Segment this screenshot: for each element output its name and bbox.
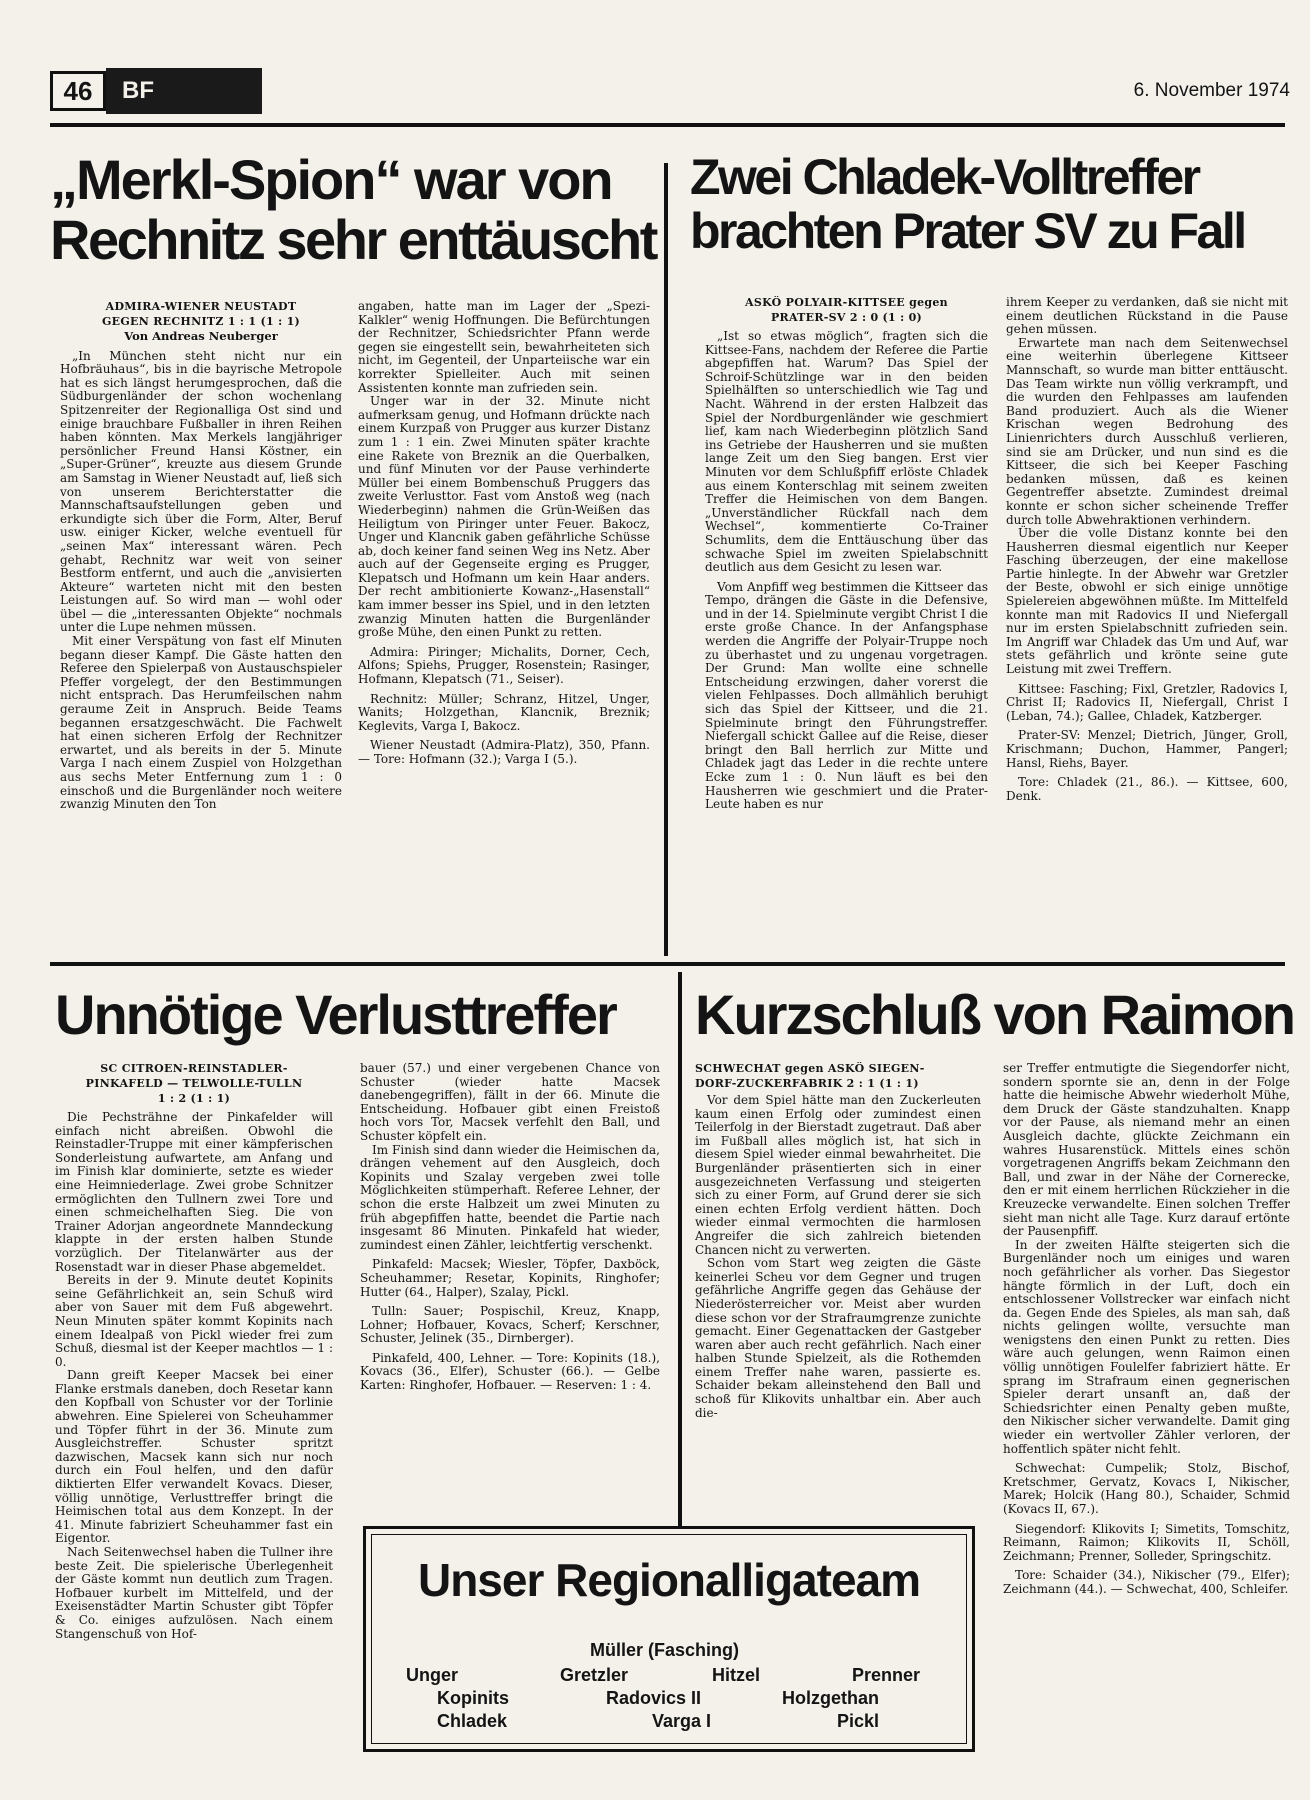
article-column — [705, 296, 988, 946]
lineup: Schwechat: Cumpelik; Stolz, Bischof, Kretschmer, Gervatz, Kovacs I, Nikischer, Marek; Holcik (Hang 80.), Schaider, Schmid (Kovacs II, 67.). — [1003, 1461, 1290, 1516]
match-info: Tore: Chladek (21., 86.). — Kittsee, 600, Denk. — [1006, 775, 1288, 803]
article-chladek-volltreffer — [690, 150, 1290, 950]
match-info: Tore: Schaider (34.), Nikischer (79., Elfer); Zeichmann (44.). — Schwechat, 400, Schleifer. — [1003, 1568, 1290, 1596]
headline-line: Rechnitz sehr enttäuscht — [50, 208, 656, 272]
section-label: BF — [106, 68, 262, 114]
article-column — [60, 300, 342, 946]
article-column — [1006, 296, 1288, 946]
subhead: 1 : 2 (1 : 1) — [157, 1092, 231, 1105]
paragraph: „In München steht nicht nur ein Hofbräuhaus“, bis in die bayrische Metropole hat es sich längst herumgesprochen, daß die Südburgenländer der schon wochenlang Spitzenreiter der Regionalliga Ost sind und einige brauchbare Fußballer in ihren Reihen haben könnten. Max Merkels langjähriger persönlicher Freund Hansi Köstner, ein „Super-Grüner“, kreuzte aus diesem Grunde am Samstag in Wiener Neustadt auf, ließ sich von unserem Berichterstatter die Mannschaftsaufstellungen geben und erkundigte sich über die Form, Alter, Beruf usw. einiger Kicker, welche eventuell für „seinen Max“ interessant wären. Pech gehabt, Rechnitz war weit von seiner Bestform entfernt, und auch die „anvisierten Akteure“ warteten nicht mit den besten Leistungen auf. So wird man — wohl oder übel — die „interessanten Objekte“ nochmals unter die Lupe nehmen müssen. — [60, 348, 342, 635]
subhead: GEGEN RECHNITZ 1 : 1 (1 : 1) — [101, 315, 301, 328]
team-box-inner — [371, 1534, 967, 1744]
paragraph: Die Pechsträhne der Pinkafelder will einfach nicht abreißen. Obwohl die Reinstadler-Truppe mit einer kämpferischen Sonderleistung aufwartete, am Anfang und im Finish klar dominierte, setzte es wieder eine Heimniederlage. Zwei grobe Schnitzer ermöglichten den Tullnern zwei Tore und einen schmeichelhaften Sieg. Die von Trainer Adorjan angeordnete Manndeckung klappte in der ersten halben Stunde vorzüglich. Der Titelanwärter aus der Rosenstadt war in dieser Phase abgemeldet. — [55, 1110, 333, 1274]
lineup: Admira: Piringer; Michalits, Dorner, Cech, Alfons; Spiehs, Prugger, Rosenstein; Rasinger, Hofmann, Klepatsch (71., Seiser). — [358, 644, 650, 687]
lineup: Rechnitz: Müller; Schranz, Hitzel, Unger, Wanits; Holzgethan, Klancnik, Breznik; Keglevits, Varga I, Bakocz. — [358, 691, 650, 733]
paragraph: bauer (57.) und einer vergebenen Chance von Schuster (wieder hatte Macsek danebengegriffen), fällt in der 66. Minute die Entscheidung. Hofbauer gibt einen Freistoß hoch vors Tor, Macsek verfehlt den Ball, und Schuster köpfelt ein. — [360, 1062, 660, 1143]
article-column — [1003, 1062, 1290, 1750]
lineup: Pinkafeld: Macsek; Wiesler, Töpfer, Daxböck, Scheuhammer; Resetar, Kopinits, Ringhofer; Hutter (64., Halper), Szalay, Pickl. — [360, 1257, 660, 1299]
goalkeeper: Müller (Fasching) — [590, 1640, 740, 1660]
article-column — [358, 300, 650, 946]
team-box — [363, 1526, 975, 1752]
paragraph: Schon vom Start weg zeigten die Gäste keinerlei Scheu vor dem Gegner und trugen gefährliche Angriffe gegen das Gehäuse der Niederösterreicher vor. Meist aber wurden diese schon vor der Strafraumgrenze zunichte gemacht. Einer Gegenattacken der Gastgeber waren aber auch recht gefährlich. Nach einer halben Stunde Spielzeit, als die Rothemden einem Treffer nahe waren, passierte es. Schaider bekam alleinstehend den Ball und schoß für Klikovits unhaltbar ein. Aber auch die- — [695, 1256, 981, 1420]
team-box-title: Unser Regionalligateam — [417, 1554, 921, 1606]
top-rule — [50, 123, 1285, 127]
lineup: Kittsee: Fasching; Fixl, Gretzler, Radovics I, Christ II; Radovics II, Niefergall, Christ I (Leban, 74.); Gallee, Chladek, Katzberger. — [1006, 681, 1288, 723]
article-column — [360, 1062, 660, 1517]
paragraph: Über die volle Distanz konnte bei den Hausherren diesmal eigentlich nur Keeper Fasching überzeugen, der eine makellose Partie hinlegte. In der Abwehr war Gretzler der Beste, obwohl er sich einige unnötige Spielereien abgewöhnen müßte. Im Mittelfeld konnte man mit Radovics II und Niefergall nur im ersten Spielabschnitt zufrieden sein. Im Angriff war Chladek das Um und Auf, war stets gefährlich und krönte seine gute Leistung mit zwei Treffern. — [1006, 526, 1288, 677]
headline-line: Unnötige Verlusttreffer — [55, 983, 616, 1046]
paragraph: Nach Seitenwechsel haben die Tullner ihre beste Zeit. Die spielerische Überlegenheit der Gäste kommt nun deutlich zum Tragen. Hofbauer kurbelt im Mittelfeld, und der Exeisenstädter Martin Schuster gibt Töpfer & Co. einiges aufzulösen. Nach einem Stangenschuß von Hof- — [55, 1545, 333, 1641]
paragraph: ser Treffer entmutigte die Siegendorfer nicht, sondern spornte sie an, denn in der Folge hatte die heimische Abwehr wiederholt Mühe, dem Druck der Gäste standzuhalten. Knapp vor der Pause, als niemand mehr an einen Ausgleich dachte, glückte Zeichmann ein wahres Husarenstück. Mittels eines schön vorgetragenen Angriffs bekam Zeichmann den Ball, und zwar in der Nähe der Cornerecke, den er mit einem herrlichen Rückzieher in die Kreuzecke verwandelte. Einen solchen Treffer sieht man nicht alle Tage. Kurz darauf ertönte der Pausenpfiff. — [1003, 1062, 1290, 1239]
page-number: 46 — [50, 71, 106, 111]
player-name: Unger — [406, 1665, 459, 1685]
paragraph: „Ist so etwas möglich“, fragten sich die Kittsee-Fans, nachdem der Referee die Partie abgepfiffen hat. Warum? Das Spiel der Schroif-Schützlinge war in den beiden Spielhälften so unterschiedlich wie Tag und Nacht. Während in der ersten Halbzeit das Spiel der Nordburgenländer wie geschmiert lief, kam nach Wiederbeginn plötzlich Sand ins Getriebe der Hausherren und sie mußten lange Zeit um den Sieg bangen. Erst vier Minuten vor dem Schlußpfiff erlöste Chladek aus einem Konterschlag mit seinem zweiten Treffer die Heimischen von dem Bangen. „Unverständlicher Rückfall nach dem Wechsel“, kommentierte Co-Trainer Schumlits, dem die Enttäuschung über das schwache Spiel im zweiten Spielabschnitt deutlich aus dem Gesicht zu lesen war. — [705, 329, 988, 575]
player-name: Chladek — [437, 1711, 508, 1731]
paragraph: Mit einer Verspätung von fast elf Minuten begann dieser Kampf. Die Gäste hatten den Referee den Spielerpaß von Austauschspieler Pfeffer vorgelegt, der den Bestimmungen nicht entsprach. Das Herumfeilschen nahm geraume Zeit in Anspruch. Beide Teams begannen ersatzgeschwächt. Die Fachwelt hat einen sicheren Erfolg der Rechnitzer erwartet, und als bereits in der 5. Minute Varga I nach einem Zuspiel von Holzgethan aus sechs Meter Entfernung zum 1 : 0 einschoß und die Burgenländer noch weitere zwanzig Minuten den Ton — [60, 634, 342, 812]
subhead: PINKAFELD — TELWOLLE-TULLN — [85, 1077, 303, 1090]
article-column — [55, 1062, 333, 1750]
subhead: DORF-ZUCKERFABRIK 2 : 1 (1 : 1) — [695, 1077, 919, 1090]
paragraph: Erwartete man nach dem Seitenwechsel eine weiterhin überlegene Kittseer Mannschaft, so wurde man bitter enttäuscht. Das Team wirkte nun völlig verkrampft, und die wurden den Fehlpasses am laufenden Band produziert. Auch als die Wiener Krischan wegen Bedrohung des Linienrichters durch Ausschluß verlieren, sind sie am Drücker, und nun sind es die Kittseer, die sich bei Keeper Fasching bedanken müssen, daß es keinen Gegentreffer absetzte. Zumindest dreimal konnte er schon sicher scheinende Treffer durch tolle Abwehraktionen verhindern. — [1006, 335, 1288, 527]
subhead: SCHWECHAT gegen ASKÖ SIEGEN- — [695, 1062, 925, 1075]
lineup: Tulln: Sauer; Pospischil, Kreuz, Knapp, Lohner; Hofbauer, Kovacs, Scherf; Kerschner, Schuster, Jelinek (35., Dirnberger). — [360, 1304, 660, 1346]
paragraph: Vom Anpfiff weg bestimmen die Kittseer das Tempo, drängen die Gäste in die Defensive, und in der 14. Spielminute vergibt Christ I die erste große Chance. In der Anfangsphase werden die Angriffe der Polyair-Truppe noch zu überhastet und zu ungenau vorgetragen. Der Grund: Man wollte eine schnelle Entscheidung erzwingen, daher vorerst die vielen Fehlpasses. Doch allmählich beruhigt sich das Spiel der Kittseer, und die 21. Spielminute bringt den Führungstreffer. Niefergall schickt Gallee auf die Reise, dieser bringt den Ball herrlich zur Mitte und Chladek jagt das Leder in die rechte untere Ecke zum 1 : 0. Nun läuft es bei den Hausherren wie geschmiert und die Prater-Leute haben es nur — [705, 579, 988, 812]
player-name: Holzgethan — [782, 1688, 879, 1708]
headline — [50, 148, 656, 300]
page-number-block — [50, 68, 262, 114]
issue-date: 6. November 1974 — [1133, 80, 1290, 101]
column-divider-top — [664, 163, 668, 956]
paragraph: ihrem Keeper zu verdanken, daß sie nicht mit einem deutlichen Rückstand in die Pause gehen müssen. — [1006, 296, 1288, 337]
headline-line: Kurzschluß von Raimon — [695, 983, 1294, 1046]
byline: Von Andreas Neuberger — [124, 329, 278, 343]
paragraph: Dann greift Keeper Macsek bei einer Flanke erstmals daneben, doch Resetar kann den Kopfball von Schuster vor der Torlinie abwehren. Eine Spielerei von Scheuhammer und Töpfer führt in der 36. Minute zum Ausgleichstreffer. Schuster spritzt dazwischen, Macsek kann sich nur noch durch ein Foul helfen, und den dafür diktierten Elfer verwandelt Kovacs. Dieser, völlig unnötige, Verlusttreffer bringt die Heimischen total aus dem Konzept. In der 41. Minute fabriziert Scheuhammer fast ein Eigentor. — [55, 1368, 333, 1546]
subhead: ADMIRA-WIENER NEUSTADT — [105, 300, 297, 313]
headline-line: „Merkl-Spion“ war von — [50, 148, 612, 211]
paragraph: Im Finish sind dann wieder die Heimischen da, drängen vehement auf den Ausgleich, doch Kopinits und Szalay vergeben zwei tolle Möglichkeiten stümperhaft. Referee Lehner, der schon die erste Halbzeit um zwei Minuten zu früh abgepfiffen hatte, beendet die Partie nach insgesamt 86 Minuten. Pinkafeld hat wieder, zumindest einen Zähler, leichtfertig verschenkt. — [360, 1142, 660, 1252]
player-name: Gretzler — [560, 1665, 629, 1685]
headline — [690, 150, 1290, 300]
player-name: Kopinits — [437, 1688, 509, 1708]
lineup: Prater-SV: Menzel; Dietrich, Jünger, Groll, Krischmann; Duchon, Hammer, Pangerl; Hansl, Riehs, Bayer. — [1006, 728, 1288, 770]
column-divider-bottom — [678, 972, 682, 1527]
paragraph: Unger war in der 32. Minute nicht aufmerksam genug, und Hofmann drückte nach einem Kurzpaß von Prugger aus kurzer Distanz zum 1 : 1 ein. Zwei Minuten später krachte eine Rakete von Breznik an die Querbalken, und fünf Minuten vor der Pause verhinderte Müller bei einem Bombenschuß Pruggers das zweite Verlusttor. Fast vom Anstoß weg (nach Wiederbeginn) nahmen die Grün-Weißen das Heiligtum von Piringer unter Feuer. Bakocz, Unger und Klancnik gaben gefährliche Schüsse ab, doch keiner fand seinen Weg ins Netz. Aber auch auf der Gegenseite erging es Prugger, Klepatsch und Hofmann um kein Haar anders. Der recht ambitionierte Kowanz-„Hasenstall“ kam immer besser ins Spiel, und in den letzten zwanzig Minuten hatten die Burgenländer große Mühe, den einen Punkt zu retten. — [358, 394, 650, 640]
player-name: Varga I — [652, 1711, 712, 1731]
subhead: SC CITROEN-REINSTADLER- — [100, 1062, 288, 1075]
subhead: ASKÖ POLYAIR-KITTSEE gegen — [745, 296, 948, 309]
article-column — [695, 1062, 981, 1517]
subhead: PRATER-SV 2 : 0 (1 : 0) — [770, 311, 923, 324]
paragraph: In der zweiten Hälfte steigerten sich die Burgenländer noch um einiges und waren noch gefährlicher als vorher. Das Siegestor hängte förmlich in der Luft, doch ein entschlossener Vollstrecker war einfach nicht da. Gegen Ende des Spieles, als man sah, daß nichts gelingen wollte, versuchte man wenigstens den einen Punkt zu retten. Dies wäre auch gelungen, wenn Raimon einen völlig unnötigen Foulelfer fabriziert hätte. Er sprang im Strafraum einen gegnerischen Spieler derart unsanft an, daß der Schiedsrichter einen Penalty geben mußte, den Nikischer sicher verwandelte. Damit ging wieder ein wertvoller Zähler verloren, der hoffentlich später nicht fehlt. — [1003, 1237, 1290, 1456]
headline-line: brachten Prater SV zu Fall — [690, 203, 1245, 259]
player-name: Prenner — [852, 1665, 921, 1685]
match-info: Pinkafeld, 400, Lehner. — Tore: Kopinits (18.), Kovacs (36., Elfer), Schuster (66.). — Gelbe Karten: Ringhofer, Hofbauer. — Reserven: 1 : 4. — [360, 1350, 660, 1393]
player-name: Radovics II — [606, 1688, 702, 1708]
player-name: Pickl — [837, 1711, 880, 1731]
lineup: Siegendorf: Klikovits I; Simetits, Tomschitz, Reimann, Raimon; Klikovits II, Schöll, Zeichmann; Prenner, Solleder, Springschitz. — [1003, 1521, 1290, 1563]
paragraph: angaben, hatte man im Lager der „Spezi-Kalkler“ wenig Hoffnungen. Die Befürchtungen der Rechnitzer, Schiedsrichter Pfann werde gegen sie eingestellt sein, bewahrheiteten sich nicht, im Gegenteil, der Unparteiische war ein korrekter Spielleiter. Auch mit seinen Assistenten konnte man zufrieden sein. — [358, 300, 650, 395]
paragraph: Bereits in der 9. Minute deutet Kopinits seine Gefährlichkeit an, sein Schuß wird aber von Sauer mit dem Fuß abgewehrt. Neun Minuten später kommt Kopinits nach einem Idealpaß von Pickl wieder frei zum Schuß, diesmal ist der Keeper machtlos — 1 : 0. — [55, 1273, 333, 1369]
player-name: Hitzel — [712, 1665, 761, 1685]
headline-line: Zwei Chladek-Volltreffer — [690, 149, 1199, 205]
article-merkl-spion — [50, 148, 656, 950]
section-divider — [50, 962, 1285, 966]
match-info: Wiener Neustadt (Admira-Platz), 350, Pfann. — Tore: Hofmann (32.); Varga I (5.). — [358, 738, 650, 766]
paragraph: Vor dem Spiel hätte man den Zuckerleuten kaum einen Erfolg oder zumindest einen Teilerfolg in der Bierstadt zugetraut. Daß aber im Fußball alles möglich ist, hat sich in diesem Spiel wieder einmal bewahrheitet. Die Burgenländer präsentierten sich in einer ausgezeichneten Verfassung und steigerten sich zu einer Form, auf Grund derer sie sich einen echten Erfolg verdient hätten. Doch wieder einmal vermochten die harmlosen Angreifer die sich zahlreich bietenden Chancen nicht zu verwerten. — [695, 1093, 981, 1257]
